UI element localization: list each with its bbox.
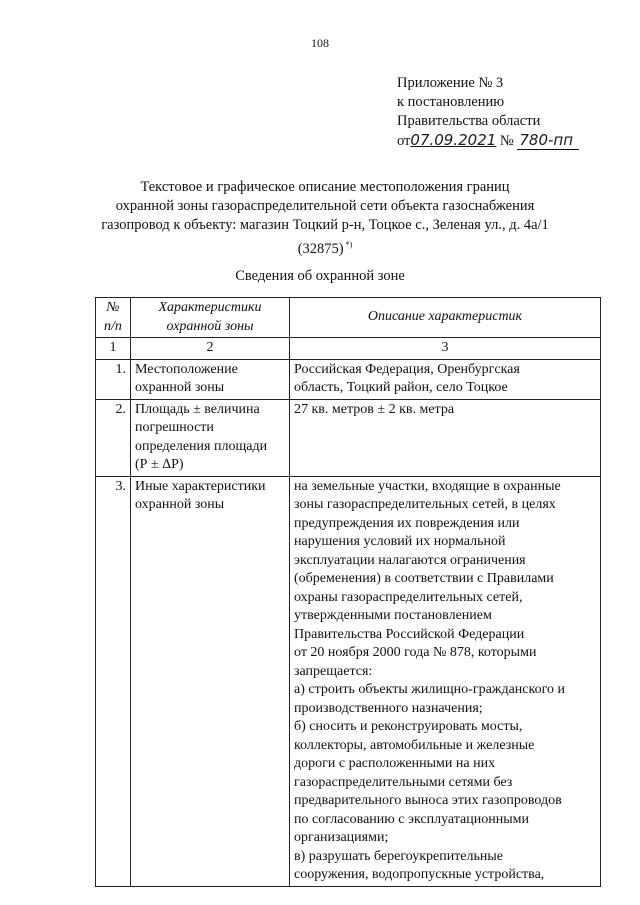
row-num: 3.	[96, 476, 131, 886]
desc-line: сооружения, водопропускные устройства,	[294, 867, 545, 882]
desc-line: охраны газораспределительных сетей,	[294, 589, 523, 605]
table-row	[96, 359, 601, 399]
col-number-1: 1	[96, 338, 131, 360]
desc-line: 27 кв. метров ± 2 кв. метра	[294, 401, 455, 417]
desc-line: предварительного выноса этих газопроводов	[294, 793, 562, 808]
char-line: погрешности	[135, 420, 214, 435]
desc-line: утвержденными постановлением	[294, 608, 492, 623]
header-description-text: Описание характеристик	[367, 309, 523, 325]
annex-line-1: Приложение № 3	[397, 75, 504, 91]
annex-line-3: Правительства области	[397, 113, 541, 129]
table-number-row	[96, 338, 601, 360]
annex-block	[397, 74, 579, 151]
row-description	[290, 399, 601, 476]
desc-line: (обременения) в соответствии с Правилами	[294, 571, 554, 586]
desc-line: предупреждения их повреждения или	[294, 515, 520, 531]
annex-date-line	[397, 131, 579, 151]
handwritten-number: 780-пп	[517, 131, 579, 150]
header-characteristic-text: Характеристики охранной зоны	[158, 300, 262, 334]
handwritten-date: 07.09.2021	[410, 131, 497, 149]
header-description	[290, 298, 601, 338]
desc-line: эксплуатации налагаются ограничения	[294, 552, 526, 568]
annex-line-2: к постановлению	[397, 94, 505, 110]
desc-line: коллекторы, автомобильные и железные	[294, 737, 535, 753]
row-num: 1.	[96, 359, 131, 399]
desc-line: дороги с расположенными на них	[294, 756, 496, 771]
char-line: Площадь ± величина	[135, 401, 260, 417]
header-num-text: № п/п	[104, 300, 122, 334]
desc-line: б) сносить и реконструировать мосты,	[294, 719, 523, 734]
table-row	[96, 476, 601, 886]
desc-line: зоны газораспределительных сетей, в целях	[294, 497, 556, 512]
heading-line-4	[90, 235, 560, 259]
object-code: (32875)	[297, 241, 344, 257]
char-line: (Р ± ΔР)	[135, 457, 184, 472]
row-description	[290, 359, 601, 399]
char-line: охранной зоны	[135, 497, 225, 512]
number-sign: №	[499, 133, 514, 149]
col-number-3: 3	[290, 338, 601, 360]
row-characteristic	[131, 399, 290, 476]
row-characteristic: Местоположение охранной зоны	[131, 359, 290, 399]
desc-line: запрещается:	[294, 663, 373, 679]
desc-line: область, Тоцкий район, село Тоцкое	[294, 380, 508, 395]
table-header-row	[96, 298, 601, 338]
char-line: определения площади	[135, 438, 268, 454]
desc-line: нарушения условий их нормальной	[294, 534, 506, 549]
desc-line: от 20 ноября 2000 года № 878, которыми	[294, 645, 537, 660]
desc-line: на земельные участки, входящие в охранные	[294, 478, 561, 494]
row-description	[290, 476, 601, 886]
heading-line-2: охранной зоны газораспределительной сети объекта газоснабжения	[115, 198, 535, 214]
page-number: 108	[311, 36, 329, 50]
desc-line: организациями;	[294, 830, 389, 845]
desc-line: в) разрушать берегоукрепительные	[294, 848, 504, 864]
desc-line: производственного назначения;	[294, 700, 483, 716]
section-title: Сведения об охранной зоне	[235, 268, 405, 284]
annex-ot: от	[397, 133, 411, 149]
desc-line: Российская Федерация, Оренбургская	[294, 361, 520, 377]
document-heading	[90, 178, 560, 259]
row-num: 2.	[96, 399, 131, 476]
footnote-mark: *)	[345, 240, 353, 249]
table-row	[96, 399, 601, 476]
col-number-2: 2	[131, 338, 290, 360]
desc-line: а) строить объекты жилищно-гражданского и	[294, 682, 565, 697]
heading-line-1: Текстовое и графическое описание местоположения границ	[140, 179, 510, 195]
row-characteristic	[131, 476, 290, 886]
header-characteristic	[131, 298, 290, 338]
desc-line: по согласованию с эксплуатационными	[294, 811, 529, 827]
heading-line-3: газопровод к объекту: магазин Тоцкий р-н, Тоцкое с., Зеленая ул., д. 4а/1	[101, 217, 549, 233]
header-num	[96, 298, 131, 338]
desc-line: газораспределительными сетями без	[294, 774, 513, 790]
desc-line: Правительства Российской Федерации	[294, 626, 525, 642]
protection-zone-table	[95, 297, 601, 887]
char-line: Иные характеристики	[135, 478, 266, 494]
